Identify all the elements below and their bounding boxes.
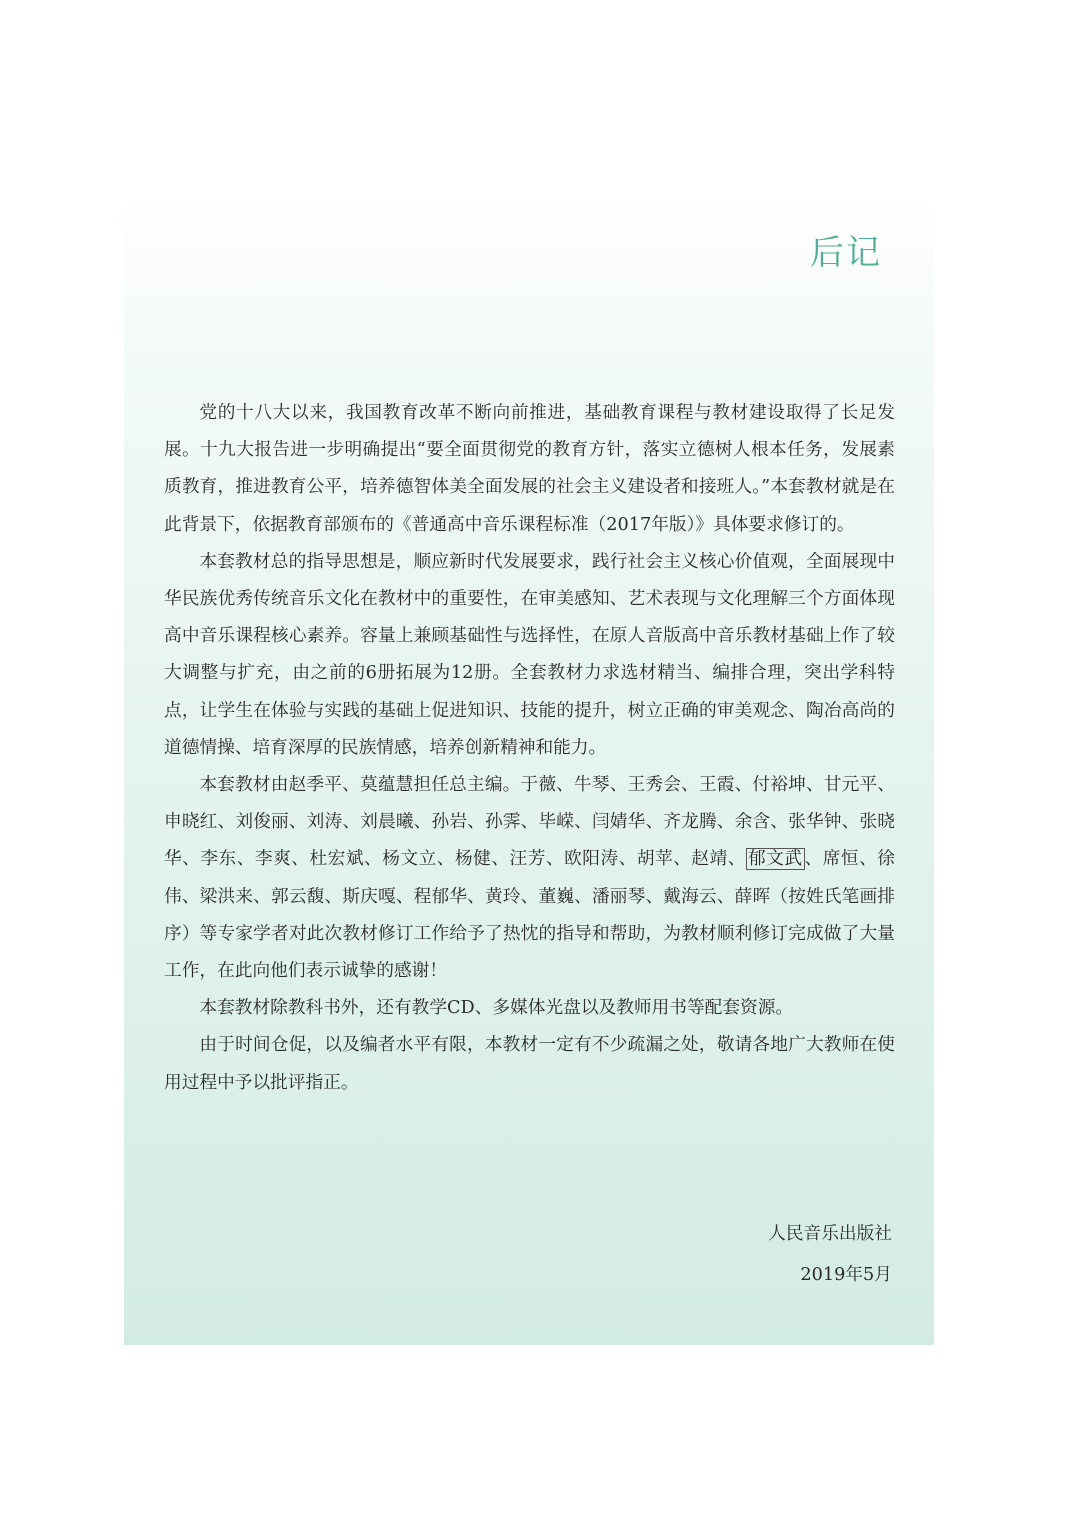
boxed-name: 郁文武 bbox=[747, 849, 803, 870]
signature-date: 2019年5月 bbox=[800, 1265, 892, 1285]
afterword-body bbox=[164, 395, 895, 1102]
paragraph-1: 党的十八大以来，我国教育改革不断向前推进，基础教育课程与教材建设取得了长足发展。十九大报告进一步明确提出“要全面贯彻党的教育方针，落实立德树人根本任务，发展素质教育，推进教育公平，培养德智体美全面发展的社会主义建设者和接班人。”本套教材就是在此背景下，依据教育部颁布的《普通高中音乐课程标准（2017年版）》具体要求修订的。 bbox=[164, 403, 895, 535]
paragraph-4: 本套教材除教科书外，还有教学CD、多媒体光盘以及教师用书等配套资源。 bbox=[199, 998, 794, 1019]
paragraph-5: 由于时间仓促，以及编者水平有限，本教材一定有不少疏漏之处，敬请各地广大教师在使用过程中予以批评指正。 bbox=[164, 1035, 895, 1093]
page-title: 后记 bbox=[810, 233, 882, 273]
paragraph-3-part-1: 本套教材由赵季平、莫蕴慧担任总主编。于薇、牛琴、王秀会、王霞、付裕坤、甘元平、申晓红、刘俊丽、刘涛、刘晨曦、孙岩、孙霁、毕嵘、闫婧华、齐龙腾、余含、张华钟、张晓华、李东、李爽、杜宏斌、杨文立、杨健、汪芳、欧阳涛、胡苹、赵靖、 bbox=[164, 775, 895, 870]
afterword-page bbox=[124, 195, 934, 1345]
paragraph-3-part-2: 、席恒、徐伟、梁洪来、郭云馥、斯庆嘎、程郁华、黄玲、董巍、潘丽琴、戴海云、薛晖（按姓氏笔画排序）等专家学者对此次教材修订工作给予了热忱的指导和帮助，为教材顺利修订完成做了大量工作，在此向他们表示诚挚的感谢！ bbox=[164, 849, 895, 982]
paragraph-3 bbox=[164, 767, 895, 990]
paragraph-2: 本套教材总的指导思想是，顺应新时代发展要求，践行社会主义核心价值观，全面展现中华民族优秀传统音乐文化在教材中的重要性，在审美感知、艺术表现与文化理解三个方面体现高中音乐课程核心素养。容量上兼顾基础性与选择性，在原人音版高中音乐教材基础上作了较大调整与扩充，由之前的6册拓展为12册。全套教材力求选材精当、编排合理，突出学科特点，让学生在体验与实践的基础上促进知识、技能的提升，树立正确的审美观念、陶冶高尚的道德情操、培育深厚的民族情感，培养创新精神和能力。 bbox=[164, 551, 895, 758]
signature-publisher: 人民音乐出版社 bbox=[768, 1224, 892, 1244]
